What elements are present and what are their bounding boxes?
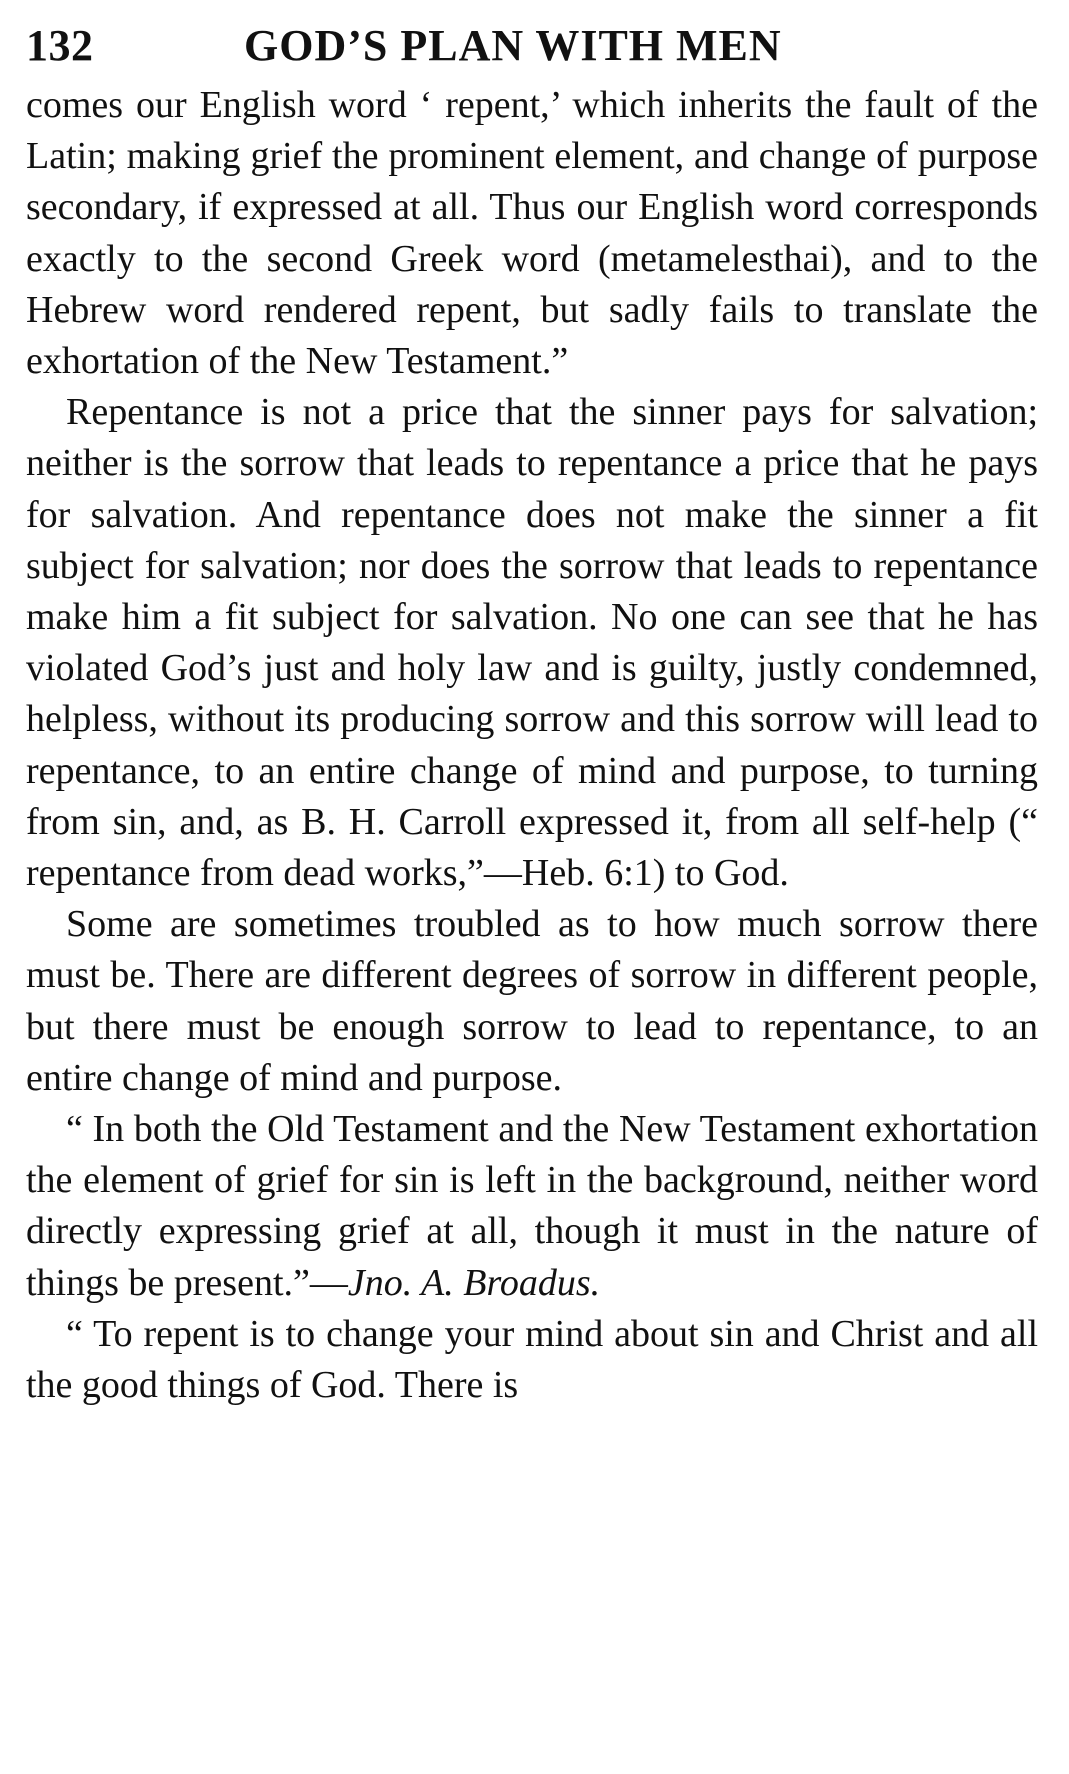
quote-text: “ In both the Old Testament and the New Testament exhortation the element of grief for sin is left in the background, neither word directly expressing grief at all, though it must in the nature of things be present.”—	[26, 1108, 1038, 1304]
page-number: 132	[26, 21, 94, 70]
paragraph-to-repent: “ To repent is to change your mind about sin and Christ and all the good things of God. There is	[26, 1312, 1038, 1407]
running-head	[26, 14, 1038, 80]
paragraph-continuation: comes our English word ‘ repent,’ which inherits the fault of the Latin; making grief the prominent element, and change of purpose secondary, if expressed at all. Thus our English word corresponds exactly to the second Greek word (metamelesthai), and to the Hebrew word rendered repent, but sadly fails to translate the exhortation of the New Testament.”	[26, 84, 1038, 383]
quote-attribution: Jno. A. Broadus.	[347, 1261, 601, 1304]
paragraph-repentance-price: Repentance is not a price that the sinner pays for salvation; neither is the sorrow that leads to repentance a price that he pays for salvation. And repentance does not make the sinner a fit subject for salvation; nor does the sorrow that leads to repentance make him a fit subject for salvation. No one can see that he has violated God’s just and holy law and is guilty, justly condemned, helpless, without its producing sorrow and this sorrow will lead to repentance, to an entire change of mind and purpose, to turning from sin, and, as B. H. Carroll expressed it, from all self-help (“ repentance from dead works,”—Heb. 6:1) to God.	[26, 391, 1038, 895]
book-page	[26, 14, 1038, 1411]
running-title: GOD’S PLAN WITH MEN	[244, 21, 782, 70]
paragraph-degrees-of-sorrow: Some are sometimes troubled as to how much sorrow there must be. There are different degrees of sorrow in different people, but there must be enough sorrow to lead to repentance, to an entire change of mind and purpose.	[26, 903, 1038, 1099]
body-text	[26, 80, 1038, 1411]
paragraph-broadus-quote	[26, 1104, 1038, 1309]
